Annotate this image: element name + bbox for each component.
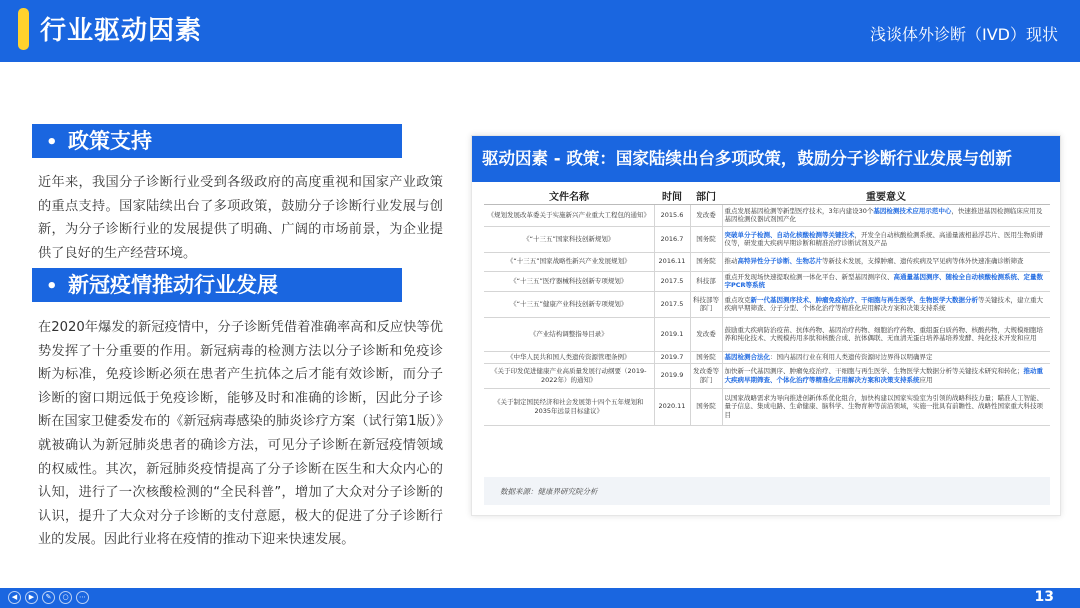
significance-text: ：国内基因行业在利用人类遗传资源时边界得以明确界定 xyxy=(770,352,933,361)
section-label-text: 新冠疫情推动行业发展 xyxy=(68,273,278,297)
time-cell: 2019.9 xyxy=(654,363,690,388)
significance-text: ，开发全自动核酸检测系统、高通量液相悬浮芯片、医用生物质谱仪等，研发重大疾病早期诊断和精准治疗诊断试剂及产品 xyxy=(724,230,1043,247)
document-name-cell: 《“十三五”国家科技创新规划》 xyxy=(484,226,654,252)
bullet-icon: • xyxy=(46,132,58,153)
table-row xyxy=(484,291,1050,317)
significance-text: 推动 xyxy=(724,257,738,266)
significance-text: 重点发展基因检测等新型医疗技术，3年内建设30个 xyxy=(724,206,874,215)
pen-icon[interactable]: ✎ xyxy=(42,591,55,604)
section-label-text: 政策支持 xyxy=(68,129,152,153)
footer-bar xyxy=(0,588,1080,608)
table-row xyxy=(484,351,1050,363)
department-cell: 国务院 xyxy=(690,226,722,252)
table-row xyxy=(484,317,1050,351)
significance-text: 加快新一代基因测序、肿瘤免疫治疗、干细胞与再生医学、生物医学大数据分析等关键技术研究和转化； xyxy=(724,367,1024,376)
table-row xyxy=(484,226,1050,252)
document-name-cell: 《关于印发促进健康产业高质量发展行动纲要（2019-2022年）的通知》 xyxy=(484,363,654,388)
document-name-cell: 《“十三五”健康产业科技创新专项规划》 xyxy=(484,291,654,317)
significance-cell xyxy=(722,388,1050,425)
title-accent-mark xyxy=(18,8,29,50)
highlighted-text: 高通量基因测序、随检全自动核酸检测系统、定量数字PCR等系统 xyxy=(724,272,1043,289)
column-header-significance: 重要意义 xyxy=(722,188,1050,204)
document-name-cell: 《产业结构调整指导目录》 xyxy=(484,317,654,351)
document-name-cell: 《规划发展改革委关于实施新兴产业重大工程包的通知》 xyxy=(484,204,654,226)
time-cell: 2019.1 xyxy=(654,317,690,351)
prev-slide-icon[interactable]: ◀ xyxy=(8,591,21,604)
time-cell: 2020.11 xyxy=(654,388,690,425)
covid-paragraph: 在2020年爆发的新冠疫情中，分子诊断凭借着准确率高和反应快等优势发挥了十分重要的作用。新冠病毒的检测方法以分子诊断和免疫诊断为标准，免疫诊断必须在患者产生抗体之后才能有效诊断，而分子诊断的窗口期远低于免疫诊断，能够及时和准确的诊断，因此分子诊断在国家卫健委发布的《新冠病毒感染的肺炎诊疗方案（试行第1版）》就被确认为新冠肺炎患者的确诊方法，可见分子诊断在新冠疫情领域的权威性。其次，新冠肺炎疫情提高了分子诊断在医生和大众内心的认知，进行了一次核酸检测的“全民科普”，增加了大众对分子诊断的认识，提升了大众对分子诊断的支付意愿，极大的促进了分子诊断行业的发展。因此行业将在疫情的推动下迎来快速发展。 xyxy=(38,320,443,548)
document-name-cell: 《“十三五”医疗器械科技创新专项规划》 xyxy=(484,271,654,291)
significance-text: 鼓励重大疾病防治疫苗、抗体药物、基因治疗药物、细胞治疗药物、重组蛋白质药物、核酸药物，大规模细胞培养和纯化技术、大规模药用多肽和核酸合成、抗体偶联、无血清无蛋白培养基培养发酵、纯化技术开发和应用 xyxy=(724,325,1043,342)
highlighted-text: 高特异性分子诊断、生物芯片 xyxy=(737,257,822,266)
significance-text: 应用 xyxy=(919,375,933,384)
section-label-covid xyxy=(32,268,402,302)
significance-text: 等关键技术，建立重大疾病早期筛查、分子分型、个体化治疗等精准化应用解决方案和决策支持系统 xyxy=(724,295,1043,312)
more-icon[interactable]: ⋯ xyxy=(76,591,89,604)
policy-table-panel xyxy=(471,135,1061,516)
document-name-cell: 《关于制定国民经济和社会发展第十四个五年规划和2035年远景目标建议》 xyxy=(484,388,654,425)
significance-cell xyxy=(722,363,1050,388)
significance-text: 重点开发现场快速提取检测一体化平台、新型基因测序仪、 xyxy=(724,272,894,281)
time-cell: 2017.5 xyxy=(654,291,690,317)
document-name-cell: 《“十三五”国家战略性新兴产业发展规划》 xyxy=(484,252,654,271)
panel-title: 驱动因素 - 政策：国家陆续出台多项政策，鼓励分子诊断行业发展与创新 xyxy=(472,136,1060,182)
slide-nav-controls xyxy=(8,591,89,604)
time-cell: 2016.11 xyxy=(654,252,690,271)
page-title: 行业驱动因素 xyxy=(40,16,203,46)
significance-cell xyxy=(722,252,1050,271)
significance-cell xyxy=(722,271,1050,291)
source-box xyxy=(484,477,1050,505)
highlighted-text: 基因检测技术应用示范中心 xyxy=(873,206,952,215)
significance-text: 等新技术发展，支撑肿瘤、遗传疾病及罕见病等体外快速准确诊断筛查 xyxy=(822,257,1024,266)
department-cell: 科技部 xyxy=(690,271,722,291)
search-icon[interactable]: ○ xyxy=(59,591,72,604)
bullet-icon: • xyxy=(46,276,58,297)
significance-cell xyxy=(722,291,1050,317)
significance-cell xyxy=(722,204,1050,226)
department-cell: 发改委 xyxy=(690,317,722,351)
deck-subtitle: 浅谈体外诊断（IVD）现状 xyxy=(870,25,1058,44)
department-cell: 科技部等部门 xyxy=(690,291,722,317)
department-cell: 发改委等部门 xyxy=(690,363,722,388)
policy-paragraph: 近年来，我国分子诊断行业受到各级政府的高度重视和国家产业政策的重点支持。国家陆续出台了多项政策，鼓励分子诊断行业发展与创新，为分子诊断行业的发展提供了明确、广阔的市场前景，为企业提供了良好的生产经营环境。 xyxy=(38,175,443,261)
table-row xyxy=(484,204,1050,226)
department-cell: 发改委 xyxy=(690,204,722,226)
column-header-dept: 部门 xyxy=(690,188,722,204)
data-source-note: 数据来源：健康界研究院分析 xyxy=(500,487,598,496)
highlighted-text: 突破单分子检测、自动化核酸检测等关键技术 xyxy=(724,230,855,239)
column-header-time: 时间 xyxy=(654,188,690,204)
column-header-name: 文件名称 xyxy=(484,188,654,204)
next-slide-icon[interactable]: ▶ xyxy=(25,591,38,604)
time-cell: 2017.5 xyxy=(654,271,690,291)
significance-text: ，快速推进基因检测临床应用及基因检测仪器试剂国产化 xyxy=(724,206,1043,223)
table-row xyxy=(484,271,1050,291)
time-cell: 2019.7 xyxy=(654,351,690,363)
department-cell: 国务院 xyxy=(690,252,722,271)
department-cell: 国务院 xyxy=(690,351,722,363)
time-cell: 2016.7 xyxy=(654,226,690,252)
document-name-cell: 《中华人民共和国人类遗传资源管理条例》 xyxy=(484,351,654,363)
significance-text: 以国家战略需求为导向推进创新体系优化组合，加快构建以国家实验室为引领的战略科技力量；瞄准人工智能、量子信息、集成电路、生命健康、脑科学、生物育种等前沿领域，实施一批具有前瞻性、战略性国家重大科技项目 xyxy=(724,393,1043,419)
significance-cell xyxy=(722,317,1050,351)
section-label-policy xyxy=(32,124,402,158)
table-header-row xyxy=(484,188,1050,204)
table-row xyxy=(484,388,1050,425)
highlighted-text: 新一代基因测序技术、肿瘤免疫治疗、干细胞与再生医学、生物医学大数据分析 xyxy=(750,295,978,304)
highlighted-text: 基因检测合法化 xyxy=(724,352,770,361)
significance-cell xyxy=(722,226,1050,252)
table-row xyxy=(484,363,1050,388)
page-number: 13 xyxy=(1034,589,1054,605)
significance-cell xyxy=(722,351,1050,363)
time-cell: 2015.6 xyxy=(654,204,690,226)
department-cell: 国务院 xyxy=(690,388,722,425)
header-bar xyxy=(0,0,1080,62)
policy-table xyxy=(484,188,1050,426)
highlighted-text: 推动重大疾病早期筛查、个体化治疗等精准化应用解决方案和决策支持系统 xyxy=(724,367,1043,384)
table-row xyxy=(484,252,1050,271)
significance-text: 重点攻克 xyxy=(724,295,751,304)
